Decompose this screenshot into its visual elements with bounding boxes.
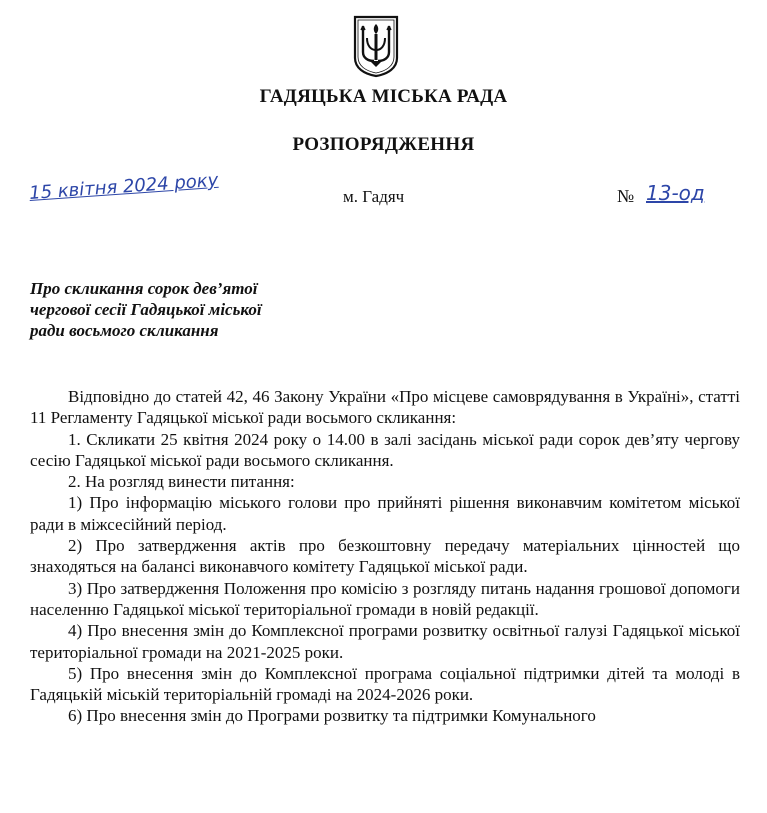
council-name: ГАДЯЦЬКА МІСЬКА РАДА — [259, 86, 508, 107]
agenda-item-6: 6) Про внесення змін до Програми розвитку та підтримки Комунального — [68, 706, 596, 726]
intro-paragraph: Відповідно до статей 42, 46 Закону України «Про місцеве самоврядування в Україні», статті 11 Регламенту Гадяцької міської ради восьмого скликання: — [30, 387, 740, 428]
subject-line: чергової сесії Гадяцької міської — [30, 300, 262, 319]
agenda-item-3: 3) Про затвердження Положення про комісію з розгляду питань надання грошової допомоги населенню Гадяцької міської територіальної громади в новій редакції. — [30, 578, 740, 619]
document-body — [30, 386, 740, 727]
item-2: 2. На розгляд винести питання: — [68, 472, 295, 492]
subject-line: ради восьмого скликання — [30, 321, 219, 340]
document-subject — [30, 278, 360, 341]
ukraine-trident-icon — [352, 14, 400, 78]
agenda-item-1: 1) Про інформацію міського голови про прийняті рішення виконавчим комітетом міської ради в міжсесійний період. — [30, 493, 740, 534]
agenda-item-5: 5) Про внесення змін до Комплексної програма соціальної підтримки дітей та молоді в Гадяцькій міській територіальній громаді на 2024-2026 роки. — [30, 663, 740, 705]
item-1: 1. Скликати 25 квітня 2024 року о 14.00 в залі засідань міської ради сорок дев’яту чергову сесію Гадяцької міської ради восьмого скликання. — [30, 429, 740, 470]
agenda-item-4: 4) Про внесення змін до Комплексної програми розвитку освітньої галузі Гадяцької міської територіальної громади на 2021-2025 роки. — [30, 621, 740, 662]
handwritten-date: 15 квітня 2024 року — [28, 169, 219, 204]
city: м. Гадяч — [343, 187, 405, 206]
number-label: № — [617, 186, 635, 206]
document-type: РОЗПОРЯДЖЕННЯ — [292, 134, 475, 155]
agenda-item-2: 2) Про затвердження актів про безкоштовну передачу матеріальних цінностей що знаходяться на балансі виконавчого комітету Гадяцької міської ради. — [30, 536, 740, 577]
handwritten-number: 13-од — [646, 181, 705, 205]
subject-line: Про скликання сорок дев’ятої — [30, 279, 258, 298]
